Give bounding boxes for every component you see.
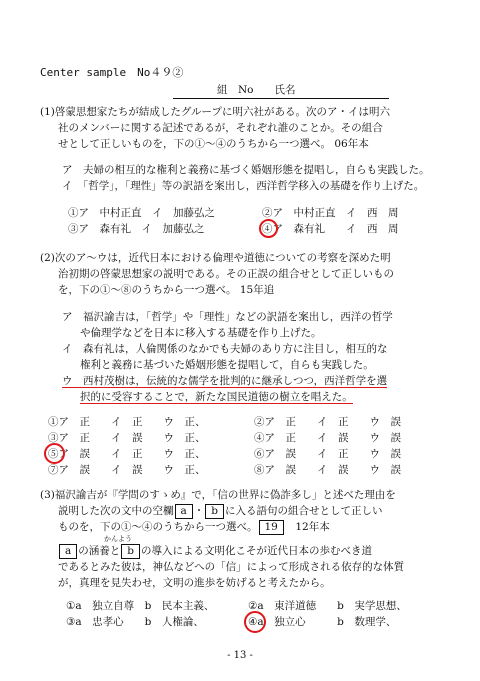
q1-choice-3: ③ア 森有礼 イ 加藤弘之 <box>68 223 205 235</box>
q2-item-u-text: ウ 西村茂樹は，伝統的な儒学を批判的に継承しつつ，西洋哲学を選 <box>62 375 388 387</box>
q3-line-3-start: ものを，下の①～④のうちから一つ選べ。 <box>58 521 258 533</box>
q2-item-i-cont: 権利と義務に基づいた婚姻形態を提唱して，自らも実践した。 <box>80 359 374 371</box>
q3-dot: ・ <box>193 505 205 517</box>
q1-line-2: 社のメンバーに関する記述であるが，それぞれ誰のことか。その組合 <box>58 122 383 134</box>
q2-item-u <box>62 373 387 389</box>
answer-circle-q1 <box>259 219 278 238</box>
answer-number-box: 19 <box>259 520 284 535</box>
q2-item-a: ア 福沢諭吉は，「哲学」や「理性」などの訳語を案出し，西洋の哲学 <box>62 311 393 323</box>
q3-passage-3: が，真理を見失わせ，文明の進歩を妨げると考えたから。 <box>58 577 331 589</box>
name-line: 組 No 氏名 <box>173 82 389 99</box>
q1-item-a: ア 夫婦の相互的な権利と義務に基づく婚姻形態を提唱し，自らも実践した。 <box>62 164 430 176</box>
q1-choice-4: ④ア 森有礼 イ 西 周 <box>262 223 399 235</box>
q1-choice-2: ②ア 中村正直 イ 西 周 <box>262 207 399 219</box>
q2-line-3: を，下の①～⑧のうちから一つ選べ。 15年追 <box>58 284 275 296</box>
q1-line-3: せとして正しいものを，下の①～④のうちから一つ選べ。 06年本 <box>58 138 369 150</box>
q2-choice-5: ⑤ア 誤 イ 正 ウ 正、 <box>48 448 206 460</box>
q3-line-2 <box>58 503 383 519</box>
q3-line-2-start: 説明した次の文中の空欄 <box>58 505 174 517</box>
q1-choice-1: ①ア 中村正直 イ 加藤弘之 <box>68 207 215 219</box>
q2-choice-4: ④ア 正 イ 誤 ウ 誤 <box>254 432 401 444</box>
q3-choice-2: ②a 東洋道徳 b 実学思想、 <box>248 600 407 612</box>
q3-line-1: (3)福沢諭吉が『学問のすゝめ』で，「信の世界に偽詐多し」と述べた理由を <box>40 489 396 501</box>
q3-choice-3: ③a 忠孝心 b 人権論、 <box>66 616 204 628</box>
answer-circle-q3 <box>244 611 266 633</box>
q2-item-u-cont-text: 択的に受容することで，新たな国民道徳の樹立を唱えた。 <box>80 391 353 403</box>
q3-choice-4: ④a 独立心 b 数理学、 <box>248 616 397 628</box>
q3-passage-1a: の涵養と <box>78 545 121 557</box>
q3-line-3 <box>58 519 330 535</box>
q2-choice-3: ③ア 正 イ 誤 ウ 正、 <box>48 432 206 444</box>
q2-item-u-cont <box>80 389 353 405</box>
page-title: Center sample No４９② <box>40 66 184 79</box>
q2-item-i: イ 森有礼は，人倫関係のなかでも夫婦のあり方に注目し，相互的な <box>62 343 388 355</box>
q2-line-2: 治初期の啓蒙思想家の説明である。その正誤の組合せとして正しいもの <box>58 268 394 280</box>
q3-passage-1 <box>58 543 372 559</box>
passage-blank-a: a <box>59 544 77 559</box>
q1-item-i: イ 「哲学」，「理性」等の訳語を案出し，西洋哲学移入の基礎を作り上げた。 <box>62 180 425 192</box>
q2-choice-6: ⑥ア 誤 イ 正 ウ 誤 <box>254 448 401 460</box>
q2-choice-1: ①ア 正 イ 正 ウ 正、 <box>48 416 206 428</box>
q2-choice-7: ⑦ア 誤 イ 誤 ウ 正、 <box>48 464 206 476</box>
blank-b-box: b <box>205 504 224 519</box>
q2-choice-8: ⑧ア 誤 イ 誤 ウ 誤 <box>254 464 401 476</box>
q1-line-1: (1)啓蒙思想家たちが結成したグループに明六社がある。次のア・イは明六 <box>40 106 391 118</box>
q2-item-a-cont: や倫理学などを日本に移入する基礎を作り上げた。 <box>80 327 322 339</box>
q3-line-2-end: に入る語句の組合せとして正しい <box>225 505 383 517</box>
answer-circle-q2 <box>44 443 65 464</box>
q2-choice-2: ②ア 正 イ 正 ウ 誤 <box>254 416 401 428</box>
blank-a-box: a <box>175 504 193 519</box>
q3-passage-2: であるとみた彼は，神仏などへの「信」によって形成される依存的な体質 <box>58 561 405 573</box>
q3-passage-1b: の導入による文明化こそが近代日本の歩むべき道 <box>141 545 372 557</box>
page-number: - 13 - <box>227 650 253 661</box>
ruby-kanyou: かんよう <box>104 535 132 543</box>
q2-line-1: (2)次のア～ウは，近代日本における倫理や道徳についての考察を深めた明 <box>40 252 391 264</box>
passage-blank-b: b <box>121 544 140 559</box>
q3-year: 12年本 <box>295 521 330 533</box>
q3-choice-1: ①a 独立自尊 b 民本主義、 <box>66 600 215 612</box>
